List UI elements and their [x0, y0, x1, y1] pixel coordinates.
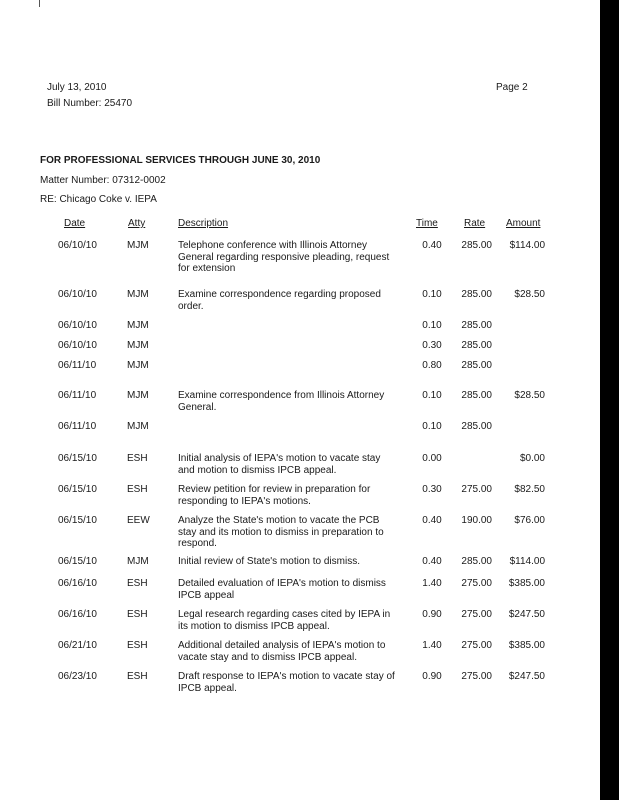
entry-attorney: MJM	[127, 556, 149, 567]
entry-rate: 285.00	[461, 360, 492, 371]
entry-description: Initial analysis of IEPA's motion to vacate stay and motion to dismiss IPCB appeal.	[178, 453, 381, 476]
entry-date: 06/10/10	[58, 240, 97, 251]
entry-time: 0.80	[422, 360, 442, 371]
entry-time: 0.10	[422, 289, 442, 300]
entry-time: 0.90	[422, 609, 442, 620]
entry-rate: 285.00	[461, 320, 492, 331]
table-header	[40, 218, 560, 234]
entry-date: 06/10/10	[58, 340, 97, 351]
entry-rate: 285.00	[461, 390, 492, 401]
entry-time: 0.00	[422, 453, 442, 464]
entry-description: Draft response to IEPA's motion to vacate stay of IPCB appeal.	[178, 671, 395, 694]
entry-date: 06/15/10	[58, 515, 97, 526]
entry-attorney: MJM	[127, 320, 149, 331]
entry-time: 0.40	[422, 556, 442, 567]
entry-rate: 190.00	[461, 515, 492, 526]
entry-description: Telephone conference with Illinois Attorney General regarding responsive pleading, request for extension	[178, 240, 390, 274]
entry-rate: 275.00	[461, 578, 492, 589]
entry-attorney: ESH	[127, 640, 148, 651]
entry-amount: $385.00	[508, 578, 545, 589]
entry-amount: $82.50	[514, 484, 545, 495]
entry-description: Review petition for review in preparation for responding to IEPA's motions.	[178, 484, 371, 507]
entry-time: 0.10	[422, 390, 442, 401]
entry-rate: 275.00	[461, 609, 492, 620]
entry-date: 06/16/10	[58, 609, 97, 620]
entry-date: 06/23/10	[58, 671, 97, 682]
entry-time: 1.40	[422, 640, 442, 651]
page-number: Page 2	[496, 82, 528, 93]
entry-amount: $385.00	[508, 640, 545, 651]
table-row	[40, 556, 560, 578]
entry-date: 06/15/10	[58, 484, 97, 495]
entry-attorney: ESH	[127, 484, 148, 495]
entry-amount: $0.00	[519, 453, 545, 464]
col-amount: Amount	[506, 218, 541, 229]
section-title: FOR PROFESSIONAL SERVICES THROUGH JUNE 30, 2010	[40, 155, 321, 166]
scan-mark	[39, 0, 40, 7]
table-row	[40, 320, 560, 340]
entry-attorney: ESH	[127, 453, 148, 464]
entry-date: 06/16/10	[58, 578, 97, 589]
table-row	[40, 390, 560, 421]
entry-description: Detailed evaluation of IEPA's motion to dismiss IPCB appeal	[178, 578, 386, 601]
entry-date: 06/11/10	[58, 421, 97, 432]
entry-time: 0.90	[422, 671, 442, 682]
entry-date: 06/10/10	[58, 320, 97, 331]
entry-time: 0.30	[422, 340, 442, 351]
table-row	[40, 421, 560, 453]
entry-attorney: MJM	[127, 289, 149, 300]
entry-time: 0.30	[422, 484, 442, 495]
col-description: Description	[178, 218, 229, 229]
bill-number: Bill Number: 25470	[47, 98, 133, 109]
entry-rate: 285.00	[461, 421, 492, 432]
entry-time: 0.10	[422, 421, 442, 432]
entry-amount: $247.50	[508, 609, 545, 620]
entry-date: 06/11/10	[58, 360, 97, 371]
entry-attorney: ESH	[127, 671, 148, 682]
entry-amount: $76.00	[514, 515, 545, 526]
table-row	[40, 453, 560, 484]
entry-attorney: MJM	[127, 421, 149, 432]
invoice-date: July 13, 2010	[47, 82, 107, 93]
entry-description: Additional detailed analysis of IEPA's motion to vacate stay and to dismiss IPCB appeal.	[178, 640, 386, 663]
entry-attorney: EEW	[127, 515, 150, 526]
table-row	[40, 515, 560, 556]
entry-attorney: MJM	[127, 360, 149, 371]
matter-re: RE: Chicago Coke v. IEPA	[40, 194, 157, 205]
entry-date: 06/21/10	[58, 640, 97, 651]
entry-attorney: MJM	[127, 390, 149, 401]
scan-edge-border	[600, 0, 619, 800]
entry-amount: $114.00	[509, 556, 545, 567]
entry-attorney: ESH	[127, 609, 148, 620]
entry-amount: $247.50	[508, 671, 545, 682]
entry-time: 1.40	[422, 578, 442, 589]
matter-number: Matter Number: 07312-0002	[40, 175, 166, 186]
table-body	[40, 240, 560, 702]
table-row	[40, 340, 560, 360]
table-row	[40, 240, 560, 289]
table-row	[40, 578, 560, 609]
entry-time: 0.10	[422, 320, 442, 331]
entry-date: 06/10/10	[58, 289, 97, 300]
table-row	[40, 360, 560, 390]
entry-rate: 275.00	[461, 640, 492, 651]
col-rate: Rate	[464, 218, 486, 229]
entry-description: Initial review of State's motion to dismiss.	[178, 556, 360, 567]
entry-attorney: MJM	[127, 240, 149, 251]
table-row	[40, 289, 560, 320]
entry-date: 06/15/10	[58, 556, 97, 567]
table-row	[40, 609, 560, 640]
entry-rate: 285.00	[461, 340, 492, 351]
entry-description: Legal research regarding cases cited by IEPA in its motion to dismiss IPCB appeal.	[178, 609, 391, 632]
entry-date: 06/15/10	[58, 453, 97, 464]
entry-description: Analyze the State's motion to vacate the PCB stay and its motion to dismiss in preparation to respond.	[178, 515, 384, 549]
col-time: Time	[416, 218, 438, 229]
col-atty: Atty	[128, 218, 146, 229]
entry-rate: 285.00	[461, 240, 492, 251]
entry-rate: 285.00	[461, 556, 492, 567]
entry-description: Examine correspondence from Illinois Attorney General.	[178, 390, 385, 413]
entry-attorney: ESH	[127, 578, 148, 589]
entry-time: 0.40	[422, 515, 442, 526]
col-date: Date	[64, 218, 86, 229]
billing-table	[40, 218, 560, 696]
entry-date: 06/11/10	[58, 390, 97, 401]
entry-amount: $28.50	[514, 289, 545, 300]
table-row	[40, 640, 560, 671]
entry-attorney: MJM	[127, 340, 149, 351]
entry-rate: 285.00	[461, 289, 492, 300]
table-row	[40, 671, 560, 702]
entry-rate: 275.00	[461, 671, 492, 682]
table-row	[40, 484, 560, 515]
entry-rate: 275.00	[461, 484, 492, 495]
entry-amount: $114.00	[509, 240, 545, 251]
entry-time: 0.40	[422, 240, 442, 251]
entry-amount: $28.50	[514, 390, 545, 401]
entry-description: Examine correspondence regarding proposed order.	[178, 289, 381, 312]
